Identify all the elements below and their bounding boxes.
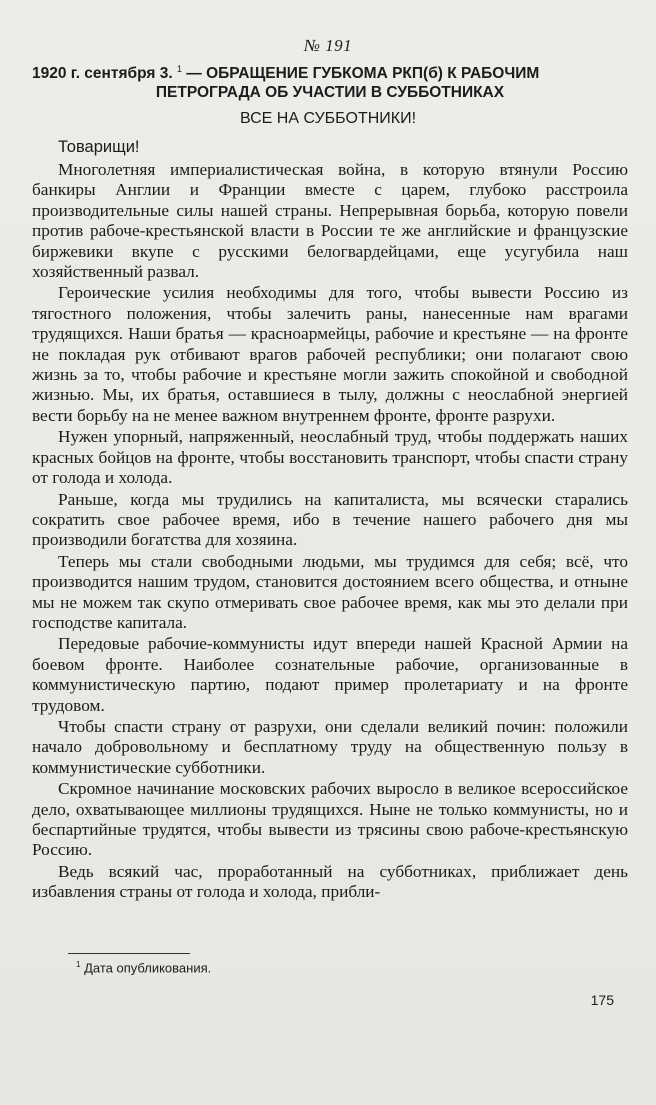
greeting: Товарищи! [58,138,140,156]
appeal-title: ВСЕ НА СУББОТНИКИ! [239,110,417,127]
header-footnote-mark: 1 [176,64,182,74]
footnote-text: Дата опубликования. [80,960,212,976]
paragraph: Скромное начинание московских рабочих выросло в великое всероссийское дело, охватывающее миллионы трудящихся. Ныне не только коммунисты, но и беспартийные трудятся, чтобы вывести из трясины свою рабоче-крестьянскую Россию. [32,779,628,860]
paragraph: Многолетняя империалистическая война, в которую втянули Россию банкиры Англии и Франции вместе с царем, глубоко расстроила производительные силы нашей страны. Непрерывная борьба, которую повели против рабоче-крестьянской власти в России те же английские и французские биржевики вкупе с русскими белогвардейцами, еще усугубила наш хозяйственный развал. [32,160,628,282]
paragraph: Чтобы спасти страну от разрухи, они сделали великий почин: положили начало добровольному и бесплатному труду на общественную пользу в коммунистические субботники. [32,716,628,777]
paragraph: Нужен упорный, напряженный, неослабный труд, чтобы поддержать наших красных бойцов на фронте, чтобы восстановить транспорт, чтобы спасти страну от голода и холода. [32,427,628,488]
header-line-2: ПЕТРОГРАДА ОБ УЧАСТИИ В СУББОТНИКАХ [155,84,505,102]
document-number: № 191 [303,36,353,55]
footnote-mark: 1 [76,960,81,969]
paragraph: Передовые рабочие-коммунисты идут впереди нашей Красной Армии на боевом фронте. Наиболее сознательные рабочие, организованные в коммунистическую партию, подают пример пролетариату и на фронте трудовом. [32,634,628,715]
footnote [76,960,211,975]
paragraph: Раньше, когда мы трудились на капиталиста, мы всячески старались сократить свое рабочее время, ибо в течение нашего рабочего дня мы производили богатства для хозяина. [32,489,628,550]
paragraph: Героические усилия необходимы для того, чтобы вывести Россию из тягостного положения, чтобы залечить раны, нанесенные нам врагами трудящихся. Наши братья — красноармейцы, рабочие и крестьяне — на фронте не покладая рук отбивают врагов рабочей республики; они полагают свою жизнь за то, чтобы рабочие и крестьяне могли зажить спокойной и свободной жизнью. Мы, их братья, оставшиеся в тылу, должны с неослабной энергией вести борьбу на не менее важном внутреннем фронте, фронте разрухи. [32,283,628,425]
page-number: 175 [590,992,614,1008]
header-date: 1920 г. сентября 3. [32,65,173,83]
header-line-1 [32,60,628,83]
footnote-divider [68,953,190,954]
document-header [32,60,628,102]
paragraph: Ведь всякий час, проработанный на субботниках, приближает день избавления страны от голода и холода, прибли- [32,861,628,902]
header-title-part1: — ОБРАЩЕНИЕ ГУБКОМА РКП(б) К РАБОЧИМ [182,65,540,83]
body-text [32,160,628,904]
paragraph: Теперь мы стали свободными людьми, мы трудимся для себя; всё, что производится нашим трудом, становится достоянием всего общества, и отныне мы не можем так скупо отмеривать свое рабочее время, как мы это делали при господстве капитала. [32,551,628,632]
